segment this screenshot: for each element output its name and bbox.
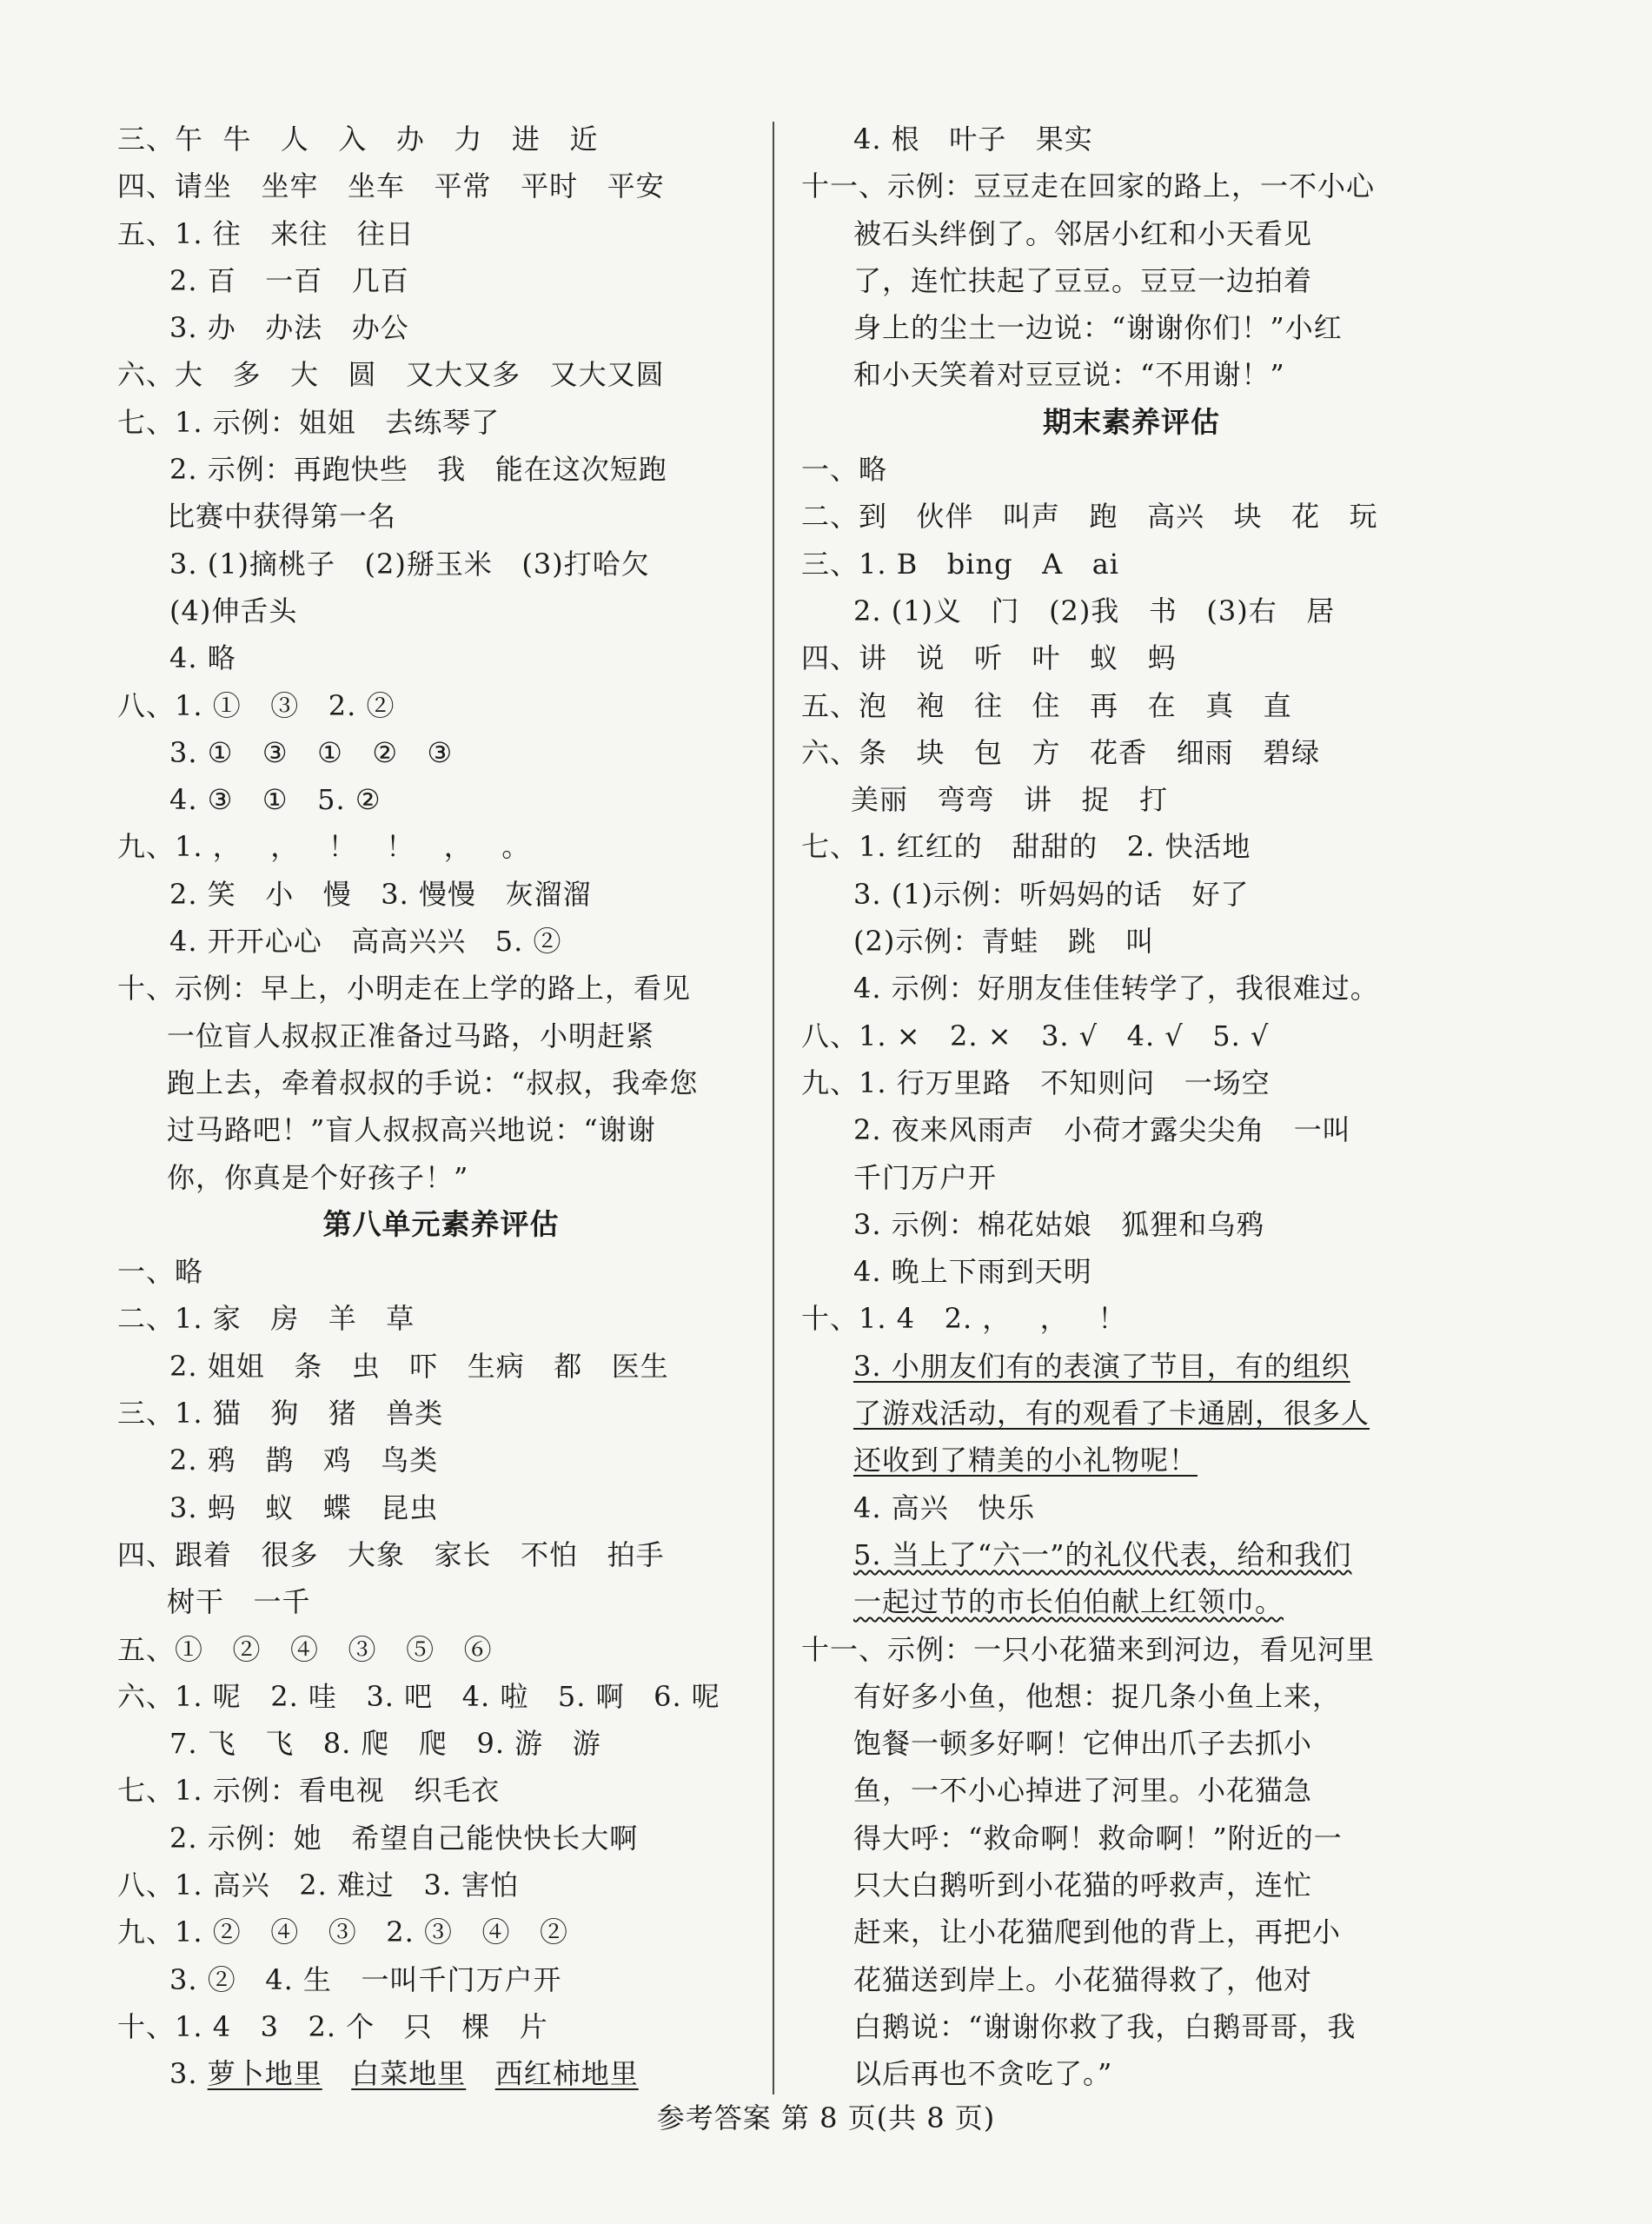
answer-line: (4)伸舌头	[169, 594, 298, 627]
answer-line: 八、1. × 2. × 3. √ 4. √ 5. √	[801, 1019, 1270, 1052]
answer-line: 五、泡 袍 往 住 再 在 真 直	[801, 688, 1292, 722]
answer-line: 二、到 伙伴 叫声 跑 高兴 块 花 玩	[801, 500, 1378, 534]
answer-line: 过马路吧！”盲人叔叔高兴地说：“谢谢	[167, 1113, 656, 1147]
answer-line: 十、1. 4 2. ， ， ！	[801, 1302, 1127, 1336]
answer-line: 2. (1)义 门 (2)我 书 (3)右 居	[853, 594, 1336, 627]
answer-line: 比赛中获得第一名	[167, 500, 397, 534]
answer-line: 四、跟着 很多 大象 家长 不怕 拍手	[117, 1537, 665, 1571]
answer-line: 一位盲人叔叔正准备过马路，小明赶紧	[167, 1019, 655, 1052]
answer-line: 一、略	[801, 453, 888, 487]
answer-line: 六、大 多 大 圆 又大又多 又大又圆	[117, 358, 665, 392]
answer-prefix: 3.	[169, 2057, 208, 2091]
answer-line: 得大呼：“救命啊！救命啊！”附近的一	[853, 1821, 1343, 1855]
answer-line	[801, 1578, 1462, 1625]
answer-line: 3. (1)示例：听妈妈的话 好了	[853, 877, 1250, 911]
answer-line	[801, 1390, 1462, 1437]
underlined-answer: 白菜地里	[351, 2057, 467, 2091]
answer-line: 2. 鸦 鹊 鸡 鸟类	[169, 1444, 439, 1477]
left-answer-column	[117, 116, 765, 2097]
answer-line: 四、请坐 坐牢 坐车 平常 平时 平安	[117, 169, 665, 203]
answer-line: 4. ③ ① 5. ②	[169, 783, 381, 817]
answer-line: 3. 示例：棉花姑娘 狐狸和乌鸦	[853, 1207, 1265, 1241]
answer-line: 2. 示例：再跑快些 我 能在这次短跑	[169, 453, 667, 487]
underlined-answer: 还收到了精美的小礼物呢！	[853, 1444, 1198, 1477]
answer-line: 七、1. 示例：看电视 织毛衣	[117, 1774, 501, 1808]
answer-line: 五、① ② ④ ③ ⑤ ⑥	[117, 1632, 493, 1666]
answer-line: 被石头绊倒了。邻居小红和小天看见	[853, 216, 1313, 250]
right-answer-column	[801, 116, 1462, 2097]
answer-line: 3. ① ③ ① ② ③	[169, 735, 454, 769]
answer-line: 花猫送到岸上。小花猫得救了，他对	[853, 1962, 1313, 1996]
underlined-answer: 了游戏活动，有的观看了卡通剧，很多人	[853, 1397, 1370, 1431]
answer-line	[117, 2050, 765, 2097]
answer-line: 三、午 牛 人 入 办 力 进 近	[117, 123, 599, 156]
answer-line: 只大白鹅听到小花猫的呼救声，连忙	[853, 1868, 1313, 1902]
answer-line: 千门万户开	[853, 1160, 998, 1194]
answer-line: 有好多小鱼，他想：捉几条小鱼上来，	[853, 1679, 1342, 1713]
answer-line: 十一、示例：一只小花猫来到河边，看见河里	[801, 1632, 1376, 1666]
answer-line: 四、讲 说 听 叶 蚁 蚂	[801, 641, 1177, 675]
answer-line: 4. 高兴 快乐	[853, 1490, 1036, 1524]
answer-line: (2)示例：青蛙 跳 叫	[853, 925, 1155, 959]
underlined-answer: 3. 小朋友们有的表演了节目，有的组织	[853, 1349, 1350, 1383]
answer-line: 2. 姐姐 条 虫 吓 生病 都 医生	[169, 1349, 669, 1383]
answer-line: 跑上去，牵着叔叔的手说：“叔叔，我牵您	[167, 1066, 699, 1099]
answer-line: 4. 略	[169, 641, 236, 675]
answer-line: 饱餐一顿多好啊！它伸出爪子去抓小	[853, 1727, 1313, 1761]
section-heading: 第八单元素养评估	[322, 1206, 560, 1241]
answer-line	[801, 1531, 1462, 1578]
answer-line: 三、1. 猫 狗 猪 兽类	[117, 1397, 444, 1431]
answer-line: 你，你真是个好孩子！”	[167, 1160, 469, 1194]
answer-line: 十、示例：早上，小明走在上学的路上，看见	[117, 972, 692, 1006]
answer-line: 赶来，让小花猫爬到他的背上，再把小	[853, 1915, 1342, 1949]
answer-line: 了，连忙扶起了豆豆。豆豆一边拍着	[853, 263, 1313, 297]
answer-line: 九、1. ② ④ ③ 2. ③ ④ ②	[117, 1915, 568, 1949]
answer-line: 五、1. 往 来往 往日	[117, 216, 415, 250]
answer-line: 3. 蚂 蚁 蝶 昆虫	[169, 1490, 439, 1524]
answer-line: 身上的尘土一边说：“谢谢你们！”小红	[853, 311, 1343, 345]
underlined-answer: 萝卜地里	[207, 2057, 322, 2091]
answer-line: 和小天笑着对豆豆说：“不用谢！”	[853, 358, 1285, 392]
answer-line: 4. 示例：好朋友佳佳转学了，我很难过。	[853, 972, 1379, 1006]
answer-line: 3. 办 办法 办公	[169, 311, 409, 345]
answer-line: 六、1. 呢 2. 哇 3. 吧 4. 啦 5. 啊 6. 呢	[117, 1679, 720, 1713]
answer-line: 十一、示例：豆豆走在回家的路上，一不小心	[801, 169, 1376, 203]
answer-line: 4. 开开心心 高高兴兴 5. ②	[169, 925, 562, 959]
answer-line: 七、1. 示例：姐姐 去练琴了	[117, 405, 501, 439]
answer-line: 一、略	[117, 1255, 204, 1289]
answer-line: 十、1. 4 3 2. 个 只 棵 片	[117, 2009, 548, 2043]
underlined-answer: 西红柿地里	[494, 2057, 639, 2091]
answer-line: 3. ② 4. 生 一叫千门万户开	[169, 1962, 562, 1996]
answer-line: 三、1. B bing A ai	[801, 547, 1120, 581]
answer-line: 二、1. 家 房 羊 草	[117, 1302, 415, 1336]
answer-line: 2. 百 一百 几百	[169, 263, 409, 297]
answer-line: 2. 示例：她 希望自己能快快长大啊	[169, 1821, 639, 1855]
column-divider	[773, 122, 774, 2095]
answer-line: 六、条 块 包 方 花香 细雨 碧绿	[801, 735, 1321, 769]
wavy-underlined-answer: 5. 当上了“六一”的礼仪代表，给和我们	[853, 1537, 1352, 1571]
answer-line: 七、1. 红红的 甜甜的 2. 快活地	[801, 830, 1251, 864]
answer-line: 树干 一千	[167, 1585, 311, 1619]
answer-line: 2. 夜来风雨声 小荷才露尖尖角 一叫	[853, 1113, 1351, 1147]
answer-line: 4. 晚上下雨到天明	[853, 1255, 1092, 1289]
answer-line	[801, 1437, 1462, 1484]
answer-line: 2. 笑 小 慢 3. 慢慢 灰溜溜	[169, 877, 592, 911]
answer-line: 鱼，一不小心掉进了河里。小花猫急	[853, 1774, 1313, 1808]
answer-line: 九、1. ， ， ！ ！ ， 。	[117, 830, 531, 864]
answer-line: 7. 飞 飞 8. 爬 爬 9. 游 游	[169, 1727, 601, 1761]
answer-line: 八、1. ① ③ 2. ②	[117, 688, 395, 722]
answer-line: 八、1. 高兴 2. 难过 3. 害怕	[117, 1868, 520, 1902]
answer-line	[801, 1343, 1462, 1390]
answer-line: 3. (1)摘桃子 (2)掰玉米 (3)打哈欠	[169, 547, 650, 581]
section-heading: 期末素养评估	[1043, 404, 1220, 439]
answer-line: 九、1. 行万里路 不知则问 一场空	[801, 1066, 1271, 1099]
answer-line: 美丽 弯弯 讲 捉 打	[851, 783, 1169, 817]
answer-line: 4. 根 叶子 果实	[853, 123, 1093, 156]
answer-line: 白鹅说：“谢谢你救了我，白鹅哥哥，我	[853, 2009, 1357, 2043]
wavy-underlined-answer: 一起过节的市长伯伯献上红领巾。	[853, 1585, 1284, 1619]
page-footer: 参考答案 第 8 页(共 8 页)	[656, 2101, 996, 2134]
answer-line: 以后再也不贪吃了。”	[853, 2057, 1113, 2091]
